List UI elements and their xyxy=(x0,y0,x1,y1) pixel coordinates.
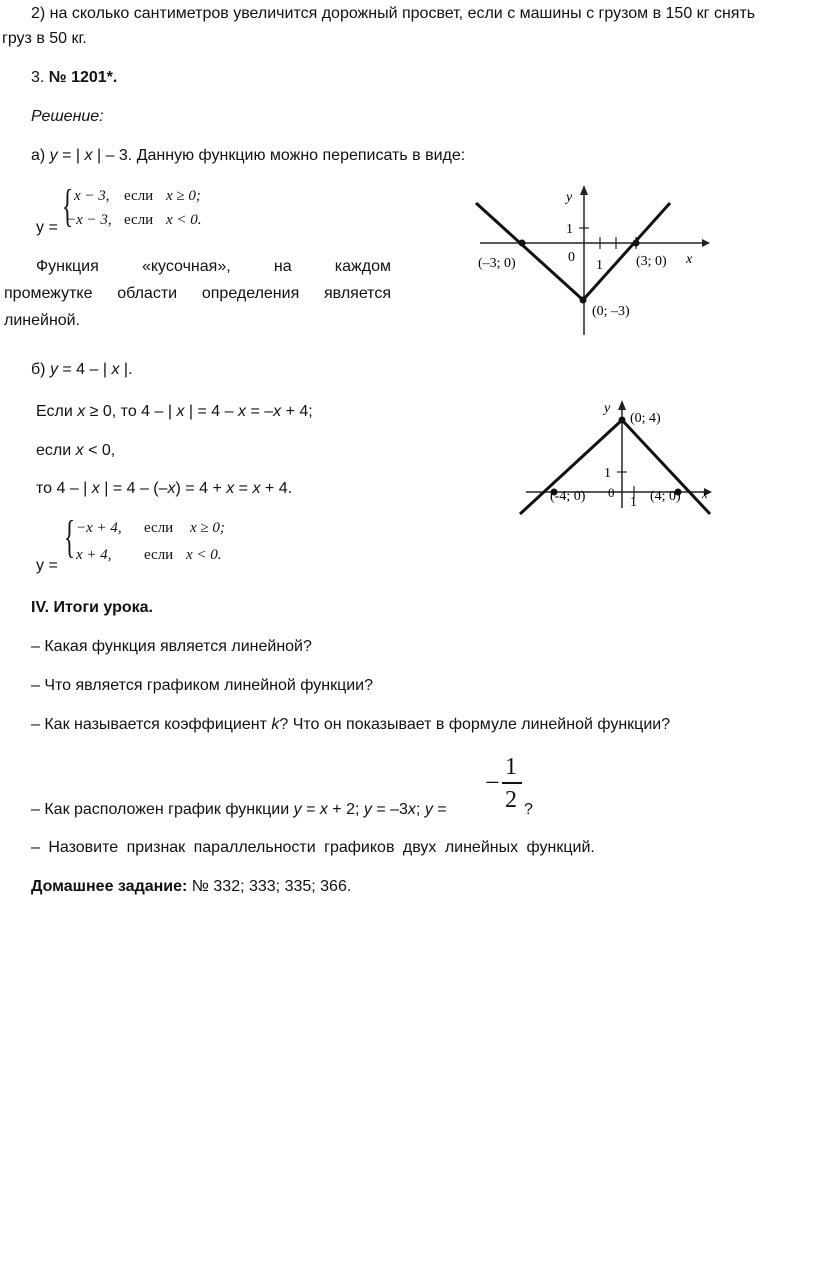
question: – Назовите признак параллельности графиков двух линейных функций. xyxy=(31,839,595,856)
part-b-statement: б) y = 4 – | x |. xyxy=(31,361,133,378)
point-label: (0; 4) xyxy=(630,411,661,426)
question: – Что является графиком линейной функции? xyxy=(31,677,373,694)
question-mark: ? xyxy=(524,801,533,818)
tick-label: 1 xyxy=(566,222,573,237)
point-top xyxy=(619,417,626,424)
task-heading: 3. № 1201*. xyxy=(31,69,118,86)
point-label: (–3; 0) xyxy=(478,256,516,271)
fraction-denominator: 2 xyxy=(505,787,517,813)
text-line: то 4 – | x | = 4 – (–x) = 4 + x = x + 4. xyxy=(36,480,293,497)
graph-abs-x-minus-3 xyxy=(470,185,710,340)
text-line: линейной. xyxy=(4,312,81,329)
formula-case: −x − 3, если x < 0. xyxy=(66,212,202,228)
origin-label: 0 xyxy=(608,485,615,500)
tick-label: 1 xyxy=(604,466,611,481)
function-line xyxy=(520,420,710,514)
y-axis-label: y xyxy=(604,401,611,416)
homework: Домашнее задание: № 332; 333; 335; 366. xyxy=(31,878,352,895)
y-axis-arrow xyxy=(580,185,588,195)
formula-y-eq: y = xyxy=(36,557,58,574)
formula-case: x + 4, если x < 0. xyxy=(76,547,222,563)
section-heading: IV. Итоги урока. xyxy=(31,599,153,616)
text-line: Функция «кусочная», на каждом xyxy=(36,258,391,275)
point-bottom xyxy=(580,297,587,304)
fraction-minus: − xyxy=(485,768,500,797)
formula-y-eq: y = xyxy=(36,219,58,236)
text-line: промежутке области определения является xyxy=(4,285,391,302)
point-label: (3; 0) xyxy=(636,254,667,269)
point-label: (-4; 0) xyxy=(550,489,586,504)
left-brace: { xyxy=(64,511,76,562)
x-axis-label: x xyxy=(702,486,708,501)
text-line: груз в 50 кг. xyxy=(2,30,87,47)
graph-4-minus-abs-x xyxy=(518,398,718,520)
x-axis-arrow xyxy=(702,239,710,247)
question: – Как расположен график функции y = x + 2; y = –3x; y = xyxy=(31,801,447,818)
fraction-numerator: 1 xyxy=(505,754,517,780)
tick-label: 1 xyxy=(630,495,637,510)
tick-label: 1 xyxy=(596,258,603,273)
question: – Как называется коэффициент k? Что он показывает в формуле линейной функции? xyxy=(31,716,671,733)
point-label: (0; –3) xyxy=(592,304,630,319)
point-left xyxy=(519,240,526,247)
y-axis-label: y xyxy=(566,190,573,205)
text-line: 2) на сколько сантиметров увеличится дорожный просвет, если с машины с грузом в 150 кг снять xyxy=(31,5,756,22)
formula-case: −x + 4, если x ≥ 0; xyxy=(76,520,225,536)
x-axis-label: x xyxy=(686,252,693,267)
point-label: (4; 0) xyxy=(650,489,681,504)
part-a-statement: а) y = | x | – 3. Данную функцию можно переписать в виде: xyxy=(31,147,466,164)
text-line: Если x ≥ 0, то 4 – | x | = 4 – x = –x + 4; xyxy=(36,403,313,420)
origin-label: 0 xyxy=(568,250,575,265)
formula-case: x − 3, если x ≥ 0; xyxy=(74,188,201,204)
point-right xyxy=(633,240,640,247)
left-brace: { xyxy=(62,180,74,231)
fraction-bar xyxy=(502,782,522,784)
solution-label: Решение: xyxy=(31,108,104,125)
y-axis-arrow xyxy=(618,400,626,410)
text-line: если x < 0, xyxy=(36,442,116,459)
question: – Какая функция является линейной? xyxy=(31,638,312,655)
